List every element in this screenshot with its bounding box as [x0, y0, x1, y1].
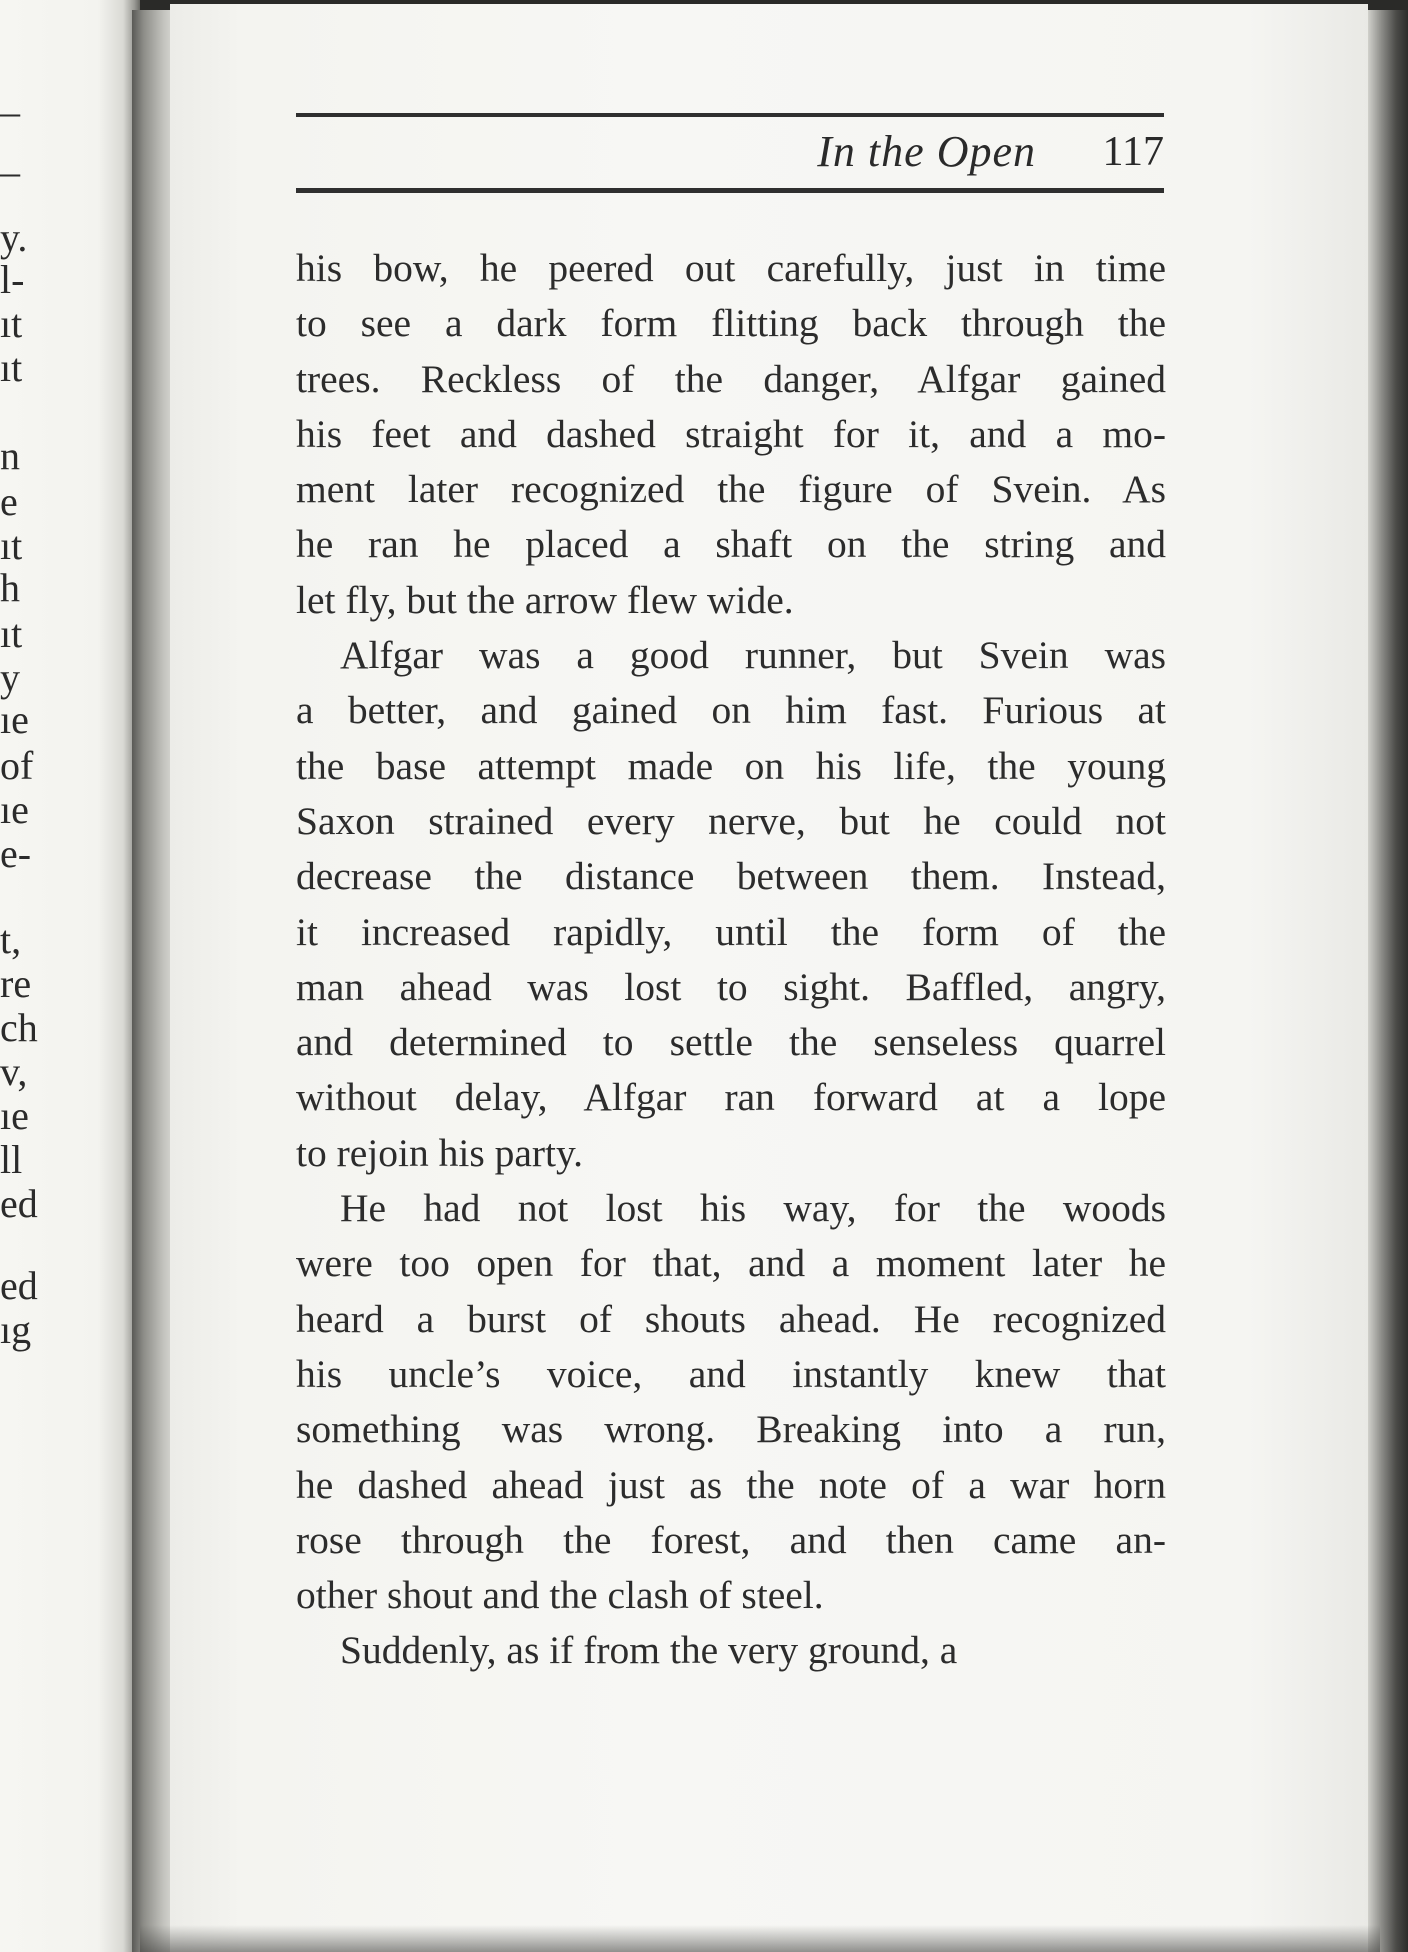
paragraph: [296, 1181, 1166, 1623]
left-page-fragment-text: re: [0, 961, 32, 1006]
left-facing-page: [0, 0, 140, 1952]
text-line: He had not lost his way, for the woods: [340, 1186, 1166, 1231]
text-line: let fly, but the arrow flew wide.: [296, 577, 794, 622]
text-line: a better, and gained on him fast. Furious at: [296, 688, 1166, 733]
left-page-fragment-text: ll: [0, 1137, 23, 1182]
left-page-fragment-text: t,: [0, 917, 22, 962]
text-line: the base attempt made on his life, the young: [296, 743, 1166, 788]
left-page-fragment-text: of: [0, 743, 34, 788]
page-bottom-shadow: [140, 1925, 1380, 1952]
text-line: he ran he placed a shaft on the string and: [296, 522, 1166, 567]
left-page-fragment-text: ed: [0, 1263, 38, 1308]
text-line: heard a burst of shouts ahead. He recognized: [296, 1296, 1166, 1341]
text-line: to rejoin his party.: [296, 1130, 584, 1175]
text-line: his feet and dashed straight for it, and a mo-: [296, 411, 1166, 456]
text-line: he dashed ahead just as the note of a war horn: [296, 1462, 1166, 1507]
paragraph: [296, 241, 1166, 628]
text-line: Saxon strained every nerve, but he could not: [296, 798, 1166, 843]
left-page-fragment-text: ıt: [0, 523, 23, 568]
page-edge-shadow: [1368, 10, 1408, 1952]
left-page-fragment-text: n: [0, 433, 20, 478]
text-line: Alfgar was a good runner, but Svein was: [340, 633, 1166, 678]
left-page-fragment-text: ıt: [0, 301, 23, 346]
text-line: without delay, Alfgar ran forward at a lope: [296, 1075, 1166, 1120]
paragraph: [296, 1623, 1166, 1678]
text-line: Suddenly, as if from the very ground, a: [340, 1628, 958, 1673]
text-line: to see a dark form flitting back through the: [296, 301, 1166, 346]
text-line: decrease the distance between them. Instead,: [296, 854, 1166, 899]
book-page: [170, 4, 1368, 1952]
paragraph: [296, 628, 1166, 1181]
left-page-fragment-text: ed: [0, 1181, 38, 1226]
left-page-fragment-text: ıe: [0, 697, 29, 742]
left-page-fragment-text: e: [0, 479, 18, 524]
left-page-fragment-text: ıt: [0, 611, 23, 656]
left-page-fragment-text: –: [0, 89, 20, 134]
text-line: his bow, he peered out carefully, just in time: [296, 246, 1166, 290]
text-line: rose through the forest, and then came an-: [296, 1517, 1166, 1562]
left-page-fragment-text: –: [0, 149, 20, 194]
left-page-fragment-text: y: [0, 655, 20, 700]
left-page-fragment-text: y.: [0, 215, 28, 260]
text-line: trees. Reckless of the danger, Alfgar gained: [296, 356, 1166, 401]
left-page-fragment-text: ıg: [0, 1307, 32, 1352]
header-rule-bottom: [296, 188, 1164, 193]
header-rule-top: [296, 113, 1164, 117]
text-line: ment later recognized the figure of Svein. As: [296, 467, 1166, 512]
page-number: 117: [1102, 129, 1164, 175]
text-line: and determined to settle the senseless quarrel: [296, 1020, 1166, 1065]
text-line: other shout and the clash of steel.: [296, 1573, 824, 1618]
running-header-title: In the Open: [817, 127, 1036, 176]
left-page-fragment-text: l-: [0, 257, 25, 302]
text-line: were too open for that, and a moment later he: [296, 1241, 1166, 1286]
left-page-fragment-text: ch: [0, 1005, 38, 1050]
left-page-fragment-text: ıe: [0, 787, 29, 832]
left-page-fragment-text: e-: [0, 831, 32, 876]
left-page-fragment-text: ıe: [0, 1093, 29, 1138]
text-line: his uncle’s voice, and instantly knew that: [296, 1351, 1166, 1396]
body-text: [296, 241, 1166, 1679]
text-line: man ahead was lost to sight. Baffled, angry,: [296, 964, 1166, 1009]
text-line: it increased rapidly, until the form of the: [296, 909, 1166, 954]
left-page-fragment-text: v,: [0, 1049, 28, 1094]
text-line: something was wrong. Breaking into a run,: [296, 1407, 1166, 1452]
left-page-fragment-text: ıt: [0, 345, 23, 390]
left-page-fragment-text: h: [0, 565, 20, 610]
